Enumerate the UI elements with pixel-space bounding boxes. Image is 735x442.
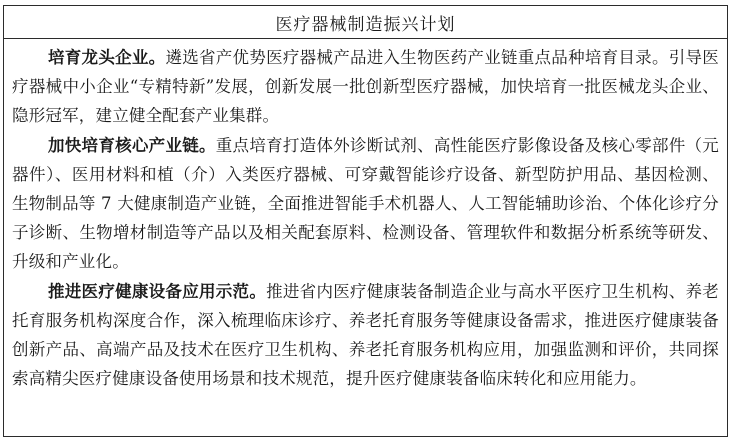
paragraph-core-industry-chain (12, 131, 719, 277)
paragraph-heading: 培育龙头企业。 (48, 48, 166, 67)
plan-table (3, 5, 728, 437)
paragraph-text: 遴选省产优势医疗器械产品进入生物医药产业链重点品种培育目录。引导医疗器械中小企业“专精特新”发展，创新发展一批创新型医疗器械，加快培育一批医械龙头企业、隐形冠军，建立健全配套产业集群。 (12, 48, 719, 126)
table-title: 医疗器械制造振兴计划 (4, 6, 727, 39)
paragraph-heading: 加快培育核心产业链。 (48, 135, 216, 155)
paragraph-leading-enterprises (12, 43, 719, 131)
paragraph-text: 推进省内医疗健康装备制造企业与高水平医疗卫生机构、养老托育服务机构深度合作，深入梳理临床诊疗、养老托育服务等健康设备需求，推进医疗健康装备创新产品、高端产品及技术在医疗卫生机构、养老托育服务机构应用，加强监测和评价，共同探索高精尖医疗健康设备使用场景和技术规范，提升医疗健康装备临床转化和应用能力。 (12, 281, 719, 389)
paragraph-application-demo (12, 277, 719, 394)
table-body (4, 39, 727, 393)
paragraph-heading: 推进医疗健康设备应用示范。 (48, 281, 267, 301)
paragraph-text: 重点培育打造体外诊断试剂、高性能医疗影像设备及核心零部件（元器件）、医用材料和植（介）入类医疗器械、可穿戴智能诊疗设备、新型防护用品、基因检测、生物制品等 7 大健康制造产业链，全面推进智能手术机器人、人工智能辅助诊治、个体化诊疗分子诊断、生物增材制造等产品以及相关配套原料、检测设备、管理软件和数据分析系统等研发、升级和产业化。 (12, 135, 720, 272)
